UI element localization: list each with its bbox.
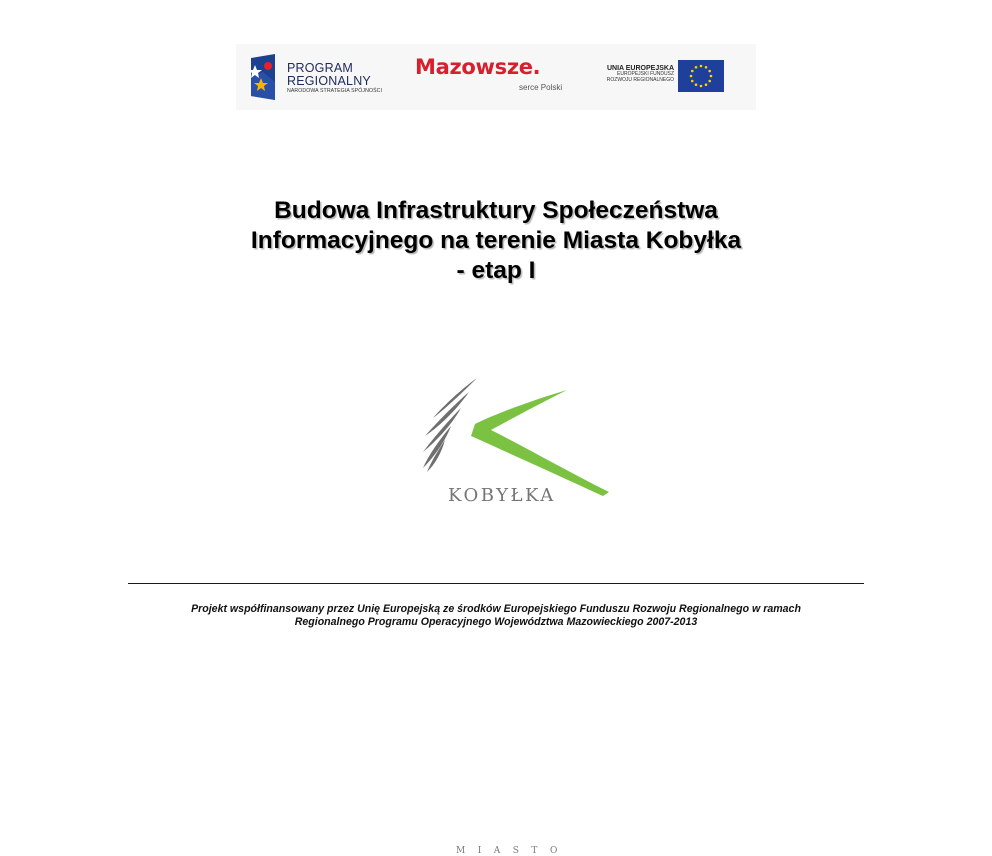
footer-divider: [128, 583, 864, 584]
title-line-1: Budowa Infrastruktury Społeczeństwa: [274, 197, 718, 224]
program-label: PROGRAM: [287, 61, 353, 75]
mazowsze-tagline: serce Polski: [519, 83, 563, 92]
program-regionalny-logo: [247, 52, 397, 102]
eu-logo: [590, 60, 730, 94]
title-line-3: - etap I: [456, 257, 536, 284]
program-regionalny-emblem-icon: [247, 52, 283, 102]
title-line-2: Informacyjnego na terenie Miasta Kobyłka: [250, 227, 742, 254]
footer-line-2: Regionalnego Programu Operacyjnego Województwa Mazowieckiego 2007-2013: [294, 616, 698, 628]
eu-fund-line2: ROZWOJU REGIONALNEGO: [606, 76, 674, 83]
eu-fund-line1: EUROPEJSKI FUNDUSZ: [617, 71, 674, 78]
eu-text: [590, 65, 674, 83]
document-title: [0, 196, 992, 286]
footer-line-1: Projekt współfinansowany przez Unię Europejską ze środków Europejskiego Funduszu Rozwoju Regionalnego w ramach: [191, 603, 801, 615]
city-logo-name: KOBYŁKA: [448, 485, 556, 506]
eu-flag-icon: [678, 60, 724, 92]
strategy-label: NARODOWA STRATEGIA SPÓJNOŚCI: [287, 88, 383, 94]
mazowsze-logo: [415, 55, 575, 95]
program-regionalny-text: [287, 62, 382, 94]
funding-footer: [0, 603, 992, 629]
regionalny-label: REGIONALNY: [287, 73, 371, 88]
city-logo-small-text: MIASTO: [456, 846, 570, 856]
eu-name: UNIA EUROPEJSKA: [606, 65, 674, 72]
mazowsze-wordmark: Mazowsze.: [415, 55, 541, 79]
